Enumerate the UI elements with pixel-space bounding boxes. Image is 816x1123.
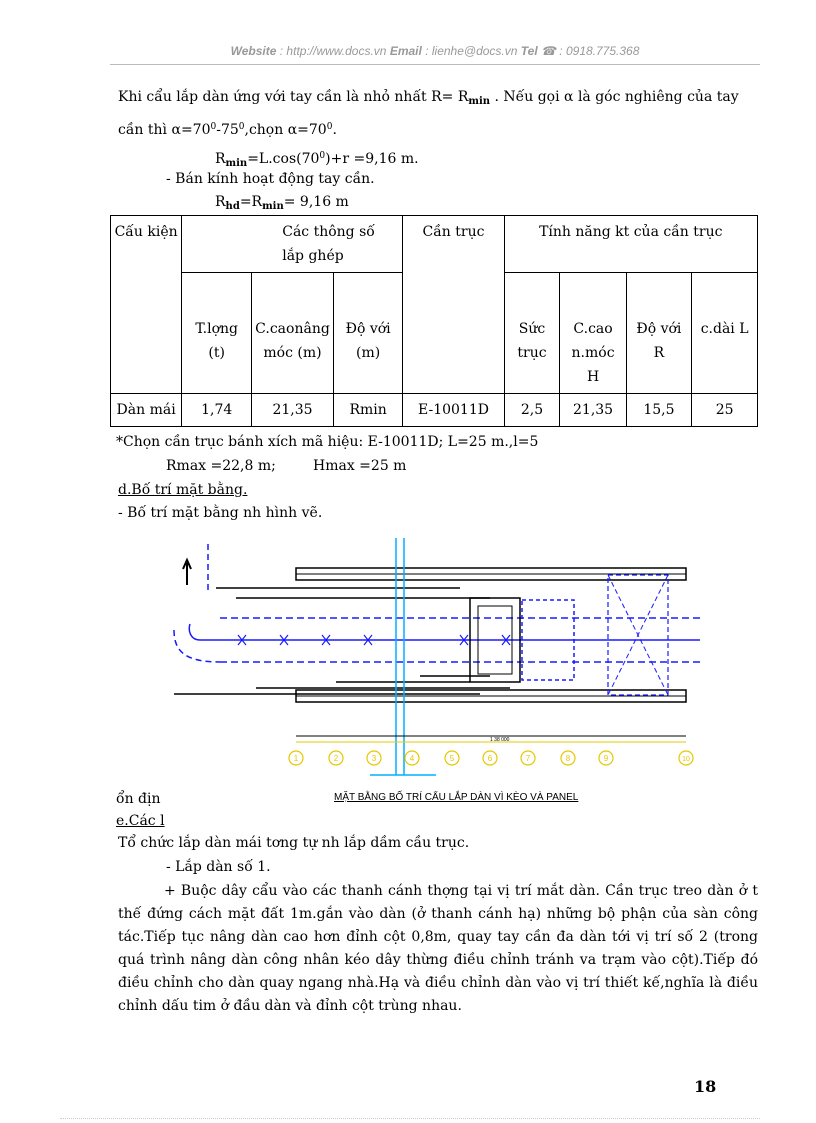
superscript: 0 [326, 122, 333, 132]
intro-text: =70 [297, 122, 327, 138]
subheader-capacity: Sức trục [504, 273, 560, 394]
section-d-heading: d.Bố trí mặt bằng. [118, 482, 248, 498]
website-label: Website [230, 44, 277, 58]
header-params: Các thông số lắp ghép [182, 216, 403, 273]
axis-label: 6 [487, 754, 493, 763]
alpha-symbol: α [287, 122, 298, 138]
formula-text: =R [239, 194, 263, 210]
cell-capacity: 2,5 [504, 394, 560, 427]
figure-caption: MẶT BẰNG BỐ TRÍ CẨU LẮP DÀN VÌ KÈO VÀ PANEL [334, 792, 579, 803]
north-arrow-icon [183, 560, 191, 585]
paragraph-2: - Lắp dàn số 1. [166, 859, 271, 875]
radius-text: - Bán kính hoạt động tay cần. [166, 171, 375, 187]
rmax-value: Rmax =22,8 m; [166, 458, 276, 474]
hmax-value: Hmax =25 m [313, 458, 407, 474]
table-header-row [111, 216, 758, 273]
formula-text: = 9,16 m [283, 194, 349, 210]
intro-text: -75 [216, 122, 239, 138]
subheader-length: c.dài L [692, 273, 758, 394]
truss-bracing [608, 575, 668, 695]
intro-text: là góc nghiêng của tay [573, 89, 739, 105]
cell-crane: E-10011D [403, 394, 504, 427]
cell-component: Dàn mái [111, 394, 182, 427]
axis-label: 10 [682, 756, 690, 763]
email-label: Email [389, 44, 422, 58]
subheader-reach-r: Độ với R [626, 273, 692, 394]
header-features: Tính năng kt của cần trục [504, 216, 758, 273]
total-dimension: 1 38 000 [490, 737, 510, 743]
axis-markers [289, 751, 693, 765]
rhd-formula [215, 193, 349, 216]
truss-grid [608, 575, 668, 695]
crane-turn-curve [174, 630, 220, 662]
intro-text: cần thì [118, 122, 172, 138]
superscript: 0 [319, 151, 326, 161]
cell-reach-r: 15,5 [626, 394, 692, 427]
layout-text: - Bố trí mặt bằng nh hình vẽ. [118, 505, 323, 521]
axis-label: 8 [565, 754, 571, 763]
subheader-weight: T.lợng (t) [182, 273, 252, 394]
intro-text: =70 [180, 122, 211, 138]
intro-text: . Nếu gọi [490, 89, 565, 105]
axis-label: 3 [371, 754, 377, 763]
footer-divider [60, 1118, 760, 1119]
crane-layout-drawing [160, 530, 705, 780]
cell-hook: 21,35 [560, 394, 626, 427]
paragraph-3: + Buộc dây cẩu vào các thanh cánh thợng tại vị trí mắt dàn. Cần trục treo dàn ở t thế đứng cách mặt đất 1m.gắn vào dàn (ở thanh cánh hạ) những bộ phận của sàn công tác.Tiếp tục nâng dàn cao hơn đỉnh cột 0,8m, quay tay cần đa dàn tới vị trí số 2 (trong quá trình nâng dàn công nhân kéo dây thừng điều chỉnh tránh va trạm vào cột).Tiếp đó điều chỉnh cho dàn quay ngang nhà.Hạ và điều chỉnh dàn vào vị trí thiết kế,nghĩa là điều chỉnh dấu tim ở đầu dàn và đỉnh cột trùng nhau. [118, 883, 758, 1014]
axis-label: 9 [603, 754, 609, 763]
crane-spec-table [110, 215, 758, 427]
header-crane: Cần trục [403, 216, 504, 394]
formula-text: R [215, 194, 226, 210]
table-row [111, 394, 758, 427]
superscript: 0 [238, 122, 245, 132]
intro-line-2 [118, 118, 337, 139]
formula-text: )+r =9,16 m. [325, 151, 419, 167]
axis-label: 5 [449, 754, 455, 763]
intro-line-1 [118, 88, 739, 111]
intro-text: . [332, 122, 337, 138]
formula-text: =L.cos(70 [247, 151, 320, 167]
intro-text: Khi cẩu lắp dàn ứng với tay cần là nhỏ nhất R= R [118, 89, 469, 105]
section-e-heading: e.Các l [116, 813, 165, 829]
cut-text: ổn địn [116, 791, 161, 807]
crane-turn-curve [189, 624, 200, 640]
tel-value: ☎ : 0918.775.368 [541, 44, 640, 58]
superscript: 0 [210, 122, 217, 132]
page-header [110, 44, 760, 65]
subscript: min [262, 201, 284, 212]
intro-text: ,chọn [244, 122, 288, 138]
subheader-hook-height: C.caonâng móc (m) [252, 273, 334, 394]
axis-label: 7 [525, 754, 531, 763]
cell-height: 21,35 [252, 394, 334, 427]
subscript: min [225, 158, 248, 169]
header-component: Cấu kiện [111, 216, 182, 394]
email-value[interactable]: : lienhe@docs.vn [425, 44, 518, 58]
cell-reach: Rmin [333, 394, 403, 427]
axis-label: 1 [293, 754, 299, 763]
subscript: hd [225, 201, 240, 212]
subheader-reach: Độ với (m) [333, 273, 403, 394]
crane-selection: *Chọn cần trục bánh xích mã hiệu: E-10011D; L=25 m.,l=5 [116, 434, 539, 450]
axis-label: 4 [409, 754, 415, 763]
subscript: min [468, 96, 491, 107]
page-number: 18 [694, 1077, 717, 1096]
tel-label: Tel [520, 44, 538, 58]
formula-text: R [215, 151, 226, 167]
cell-length: 25 [692, 394, 758, 427]
alpha-symbol: α [564, 89, 574, 105]
paragraph-1: Tổ chức lắp dàn mái tơng tự nh lắp dầm cầu trục. [118, 835, 470, 851]
cell-weight: 1,74 [182, 394, 252, 427]
subheader-hook: C.cao n.móc H [560, 273, 626, 394]
alpha-symbol: α [171, 122, 181, 138]
axis-label: 2 [333, 754, 339, 763]
website-url[interactable]: : http://www.docs.vn [279, 44, 387, 58]
